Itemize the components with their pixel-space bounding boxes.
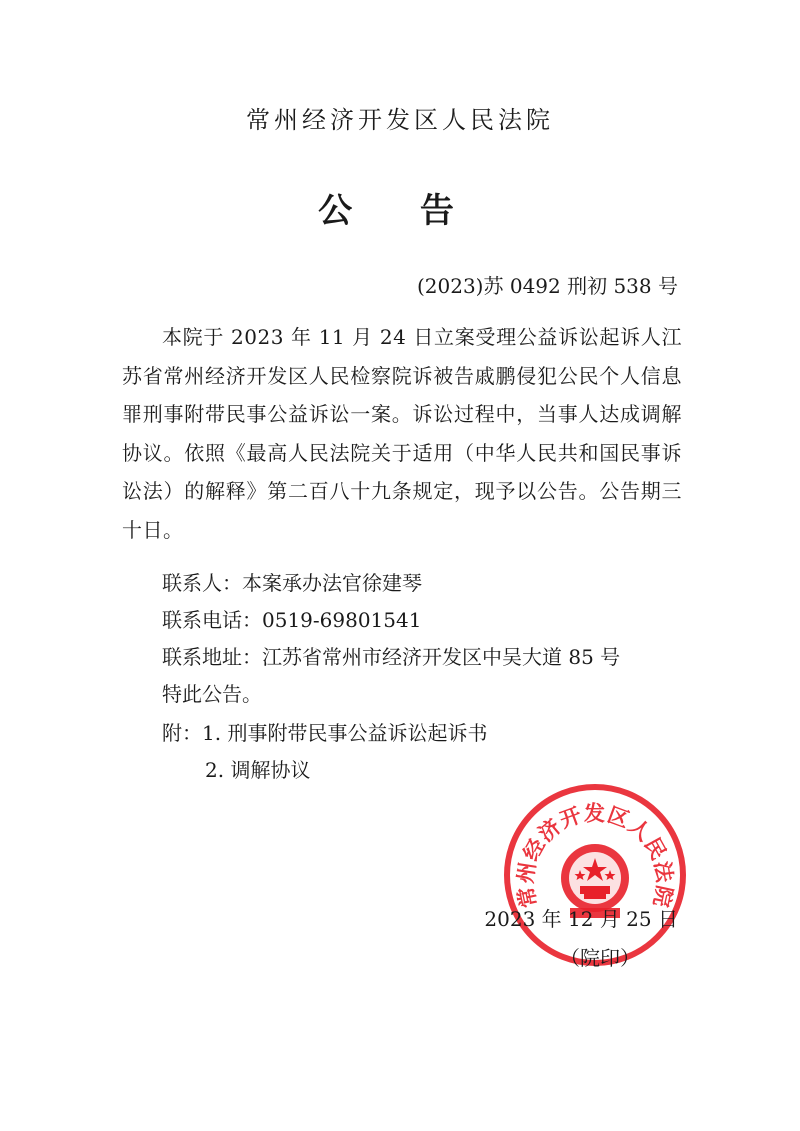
attachment-item-2: 2. 调解协议 — [205, 758, 311, 782]
contact-info — [162, 565, 620, 713]
notice-body: 本院于 2023 年 11 月 24 日立案受理公益诉讼起诉人江苏省常州经济开发区人民检察院诉被告戚鹏侵犯公民个人信息罪刑事附带民事公益诉讼一案。诉讼过程中，当事人达成调解协议。依照《最高人民法院关于适用（中华人民共和国民事诉讼法）的解释》第二百八十九条规定，现予以公告。公告期三十日。 — [122, 325, 682, 542]
closing-line: 特此公告。 — [162, 682, 262, 706]
attachment-item-1: 附：1. 刑事附带民事公益诉讼起诉书 — [162, 721, 488, 745]
contact-address: 联系地址：江苏省常州市经济开发区中吴大道 85 号 — [162, 645, 621, 669]
contact-phone: 联系电话：0519-69801541 — [162, 608, 422, 632]
stamp-note: （院印） — [560, 946, 640, 970]
notice-title: 公 告 — [318, 191, 482, 231]
contact-person: 联系人：本案承办法官徐建琴 — [162, 571, 422, 595]
case-number: (2023)苏 0492 刑初 538 号 — [416, 274, 678, 298]
notice-date: 2023 年 12 月 25 日 — [484, 907, 678, 931]
svg-text:常州经济开发区人民法院: 常州经济开发区人民法院 — [513, 801, 677, 910]
attachments — [162, 715, 487, 789]
court-name: 常州经济开发区人民法院 — [246, 106, 554, 134]
